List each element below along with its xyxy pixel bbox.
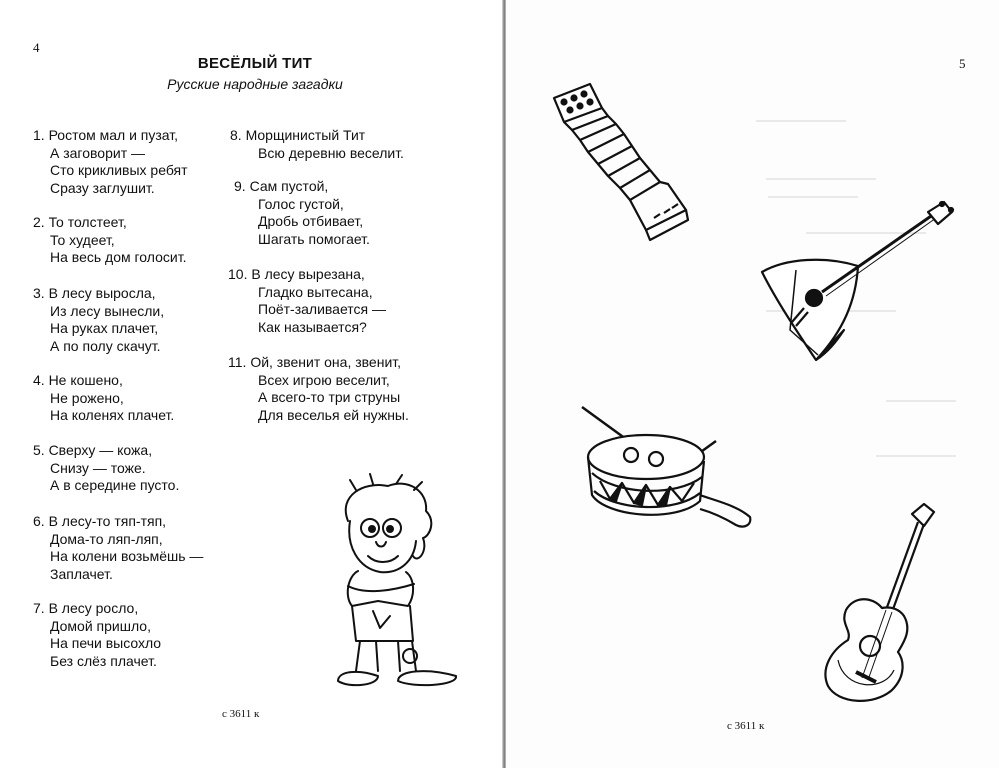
riddle-line: На колени возьмёшь — xyxy=(50,548,204,564)
balalaika-icon xyxy=(756,200,956,370)
riddle-line: 10. В лесу вырезана, xyxy=(228,266,365,282)
page-number-right: 5 xyxy=(959,56,966,71)
riddle-line: 6. В лесу-то тяп-тяп, xyxy=(33,513,167,529)
riddle-line: Всех игрою веселит, xyxy=(258,371,390,388)
boy-character-icon xyxy=(318,476,468,696)
guitar-icon xyxy=(814,500,944,705)
riddle-line: Из лесу вынесли, xyxy=(50,302,165,319)
riddle-line: Всю деревню веселит. xyxy=(258,144,404,161)
right-page xyxy=(506,0,999,768)
riddle-5 xyxy=(33,442,179,495)
riddle-6 xyxy=(33,513,203,583)
riddle-line: 3. В лесу выросла, xyxy=(33,285,156,301)
riddle-line: Сто крикливых ребят xyxy=(50,162,188,178)
riddle-1 xyxy=(33,127,188,197)
riddle-line: Домой пришло, xyxy=(50,617,151,634)
show-through-line xyxy=(756,120,846,122)
riddle-line: Не рожено, xyxy=(50,389,124,406)
riddle-line: А заговорит — xyxy=(50,144,145,161)
riddle-line: 9. Сам пустой, xyxy=(234,178,329,194)
riddle-line: Дома-то ляп-ляп, xyxy=(50,530,163,547)
riddle-line: На весь дом голосит. xyxy=(50,249,187,265)
riddle-8 xyxy=(230,127,404,162)
riddle-2 xyxy=(33,214,186,267)
show-through-line xyxy=(886,400,956,402)
riddle-line: То худеет, xyxy=(50,231,115,248)
riddle-line: Заплачет. xyxy=(50,565,113,582)
riddle-line: Поёт-заливается — xyxy=(258,301,387,317)
accordion-icon xyxy=(550,80,690,250)
riddle-11 xyxy=(228,354,409,424)
show-through-line xyxy=(876,455,956,457)
drum-icon xyxy=(576,405,756,535)
riddle-line: 11. Ой, звенит она, звенит, xyxy=(228,354,402,370)
riddle-9 xyxy=(234,178,370,248)
riddle-line: Снизу — тоже. xyxy=(50,459,146,476)
show-through-line xyxy=(768,196,858,198)
page-subtitle: Русские народные загадки xyxy=(167,76,343,92)
riddle-line: Дробь отбивает, xyxy=(258,213,364,229)
riddle-line: Сразу заглушит. xyxy=(50,179,155,196)
riddle-line: 4. Не кошено, xyxy=(33,372,123,388)
riddle-line: А по полу скачут. xyxy=(50,337,161,354)
riddle-10 xyxy=(228,266,386,336)
riddle-line: На коленях плачет. xyxy=(50,407,175,423)
riddle-line: Шагать помогает. xyxy=(258,230,370,247)
riddle-line: А всего-то три струны xyxy=(258,389,401,405)
riddle-3 xyxy=(33,285,164,355)
riddle-line: Гладко вытесана, xyxy=(258,283,373,300)
page-footer-right: с 3611 к xyxy=(727,720,765,732)
riddle-line: 1. Ростом мал и пузат, xyxy=(33,127,179,143)
riddle-line: Без слёз плачет. xyxy=(50,652,157,669)
show-through-line xyxy=(766,178,876,180)
riddle-line: На печи высохло xyxy=(50,635,162,651)
riddle-line: 5. Сверху — кожа, xyxy=(33,442,153,458)
page-number-left: 4 xyxy=(33,40,40,55)
riddle-line: Голос густой, xyxy=(258,195,344,212)
riddle-line: На руках плачет, xyxy=(50,320,159,336)
riddle-line: Для веселья ей нужны. xyxy=(258,406,409,423)
riddle-line: 7. В лесу росло, xyxy=(33,600,139,616)
page-footer-left: с 3611 к xyxy=(222,708,260,720)
riddle-line: 8. Морщинистый Тит xyxy=(230,127,366,143)
riddle-4 xyxy=(33,372,174,425)
riddle-line: А в середине пусто. xyxy=(50,477,180,493)
page-title: ВЕСЁЛЫЙ ТИТ xyxy=(197,55,313,72)
riddle-line: 2. То толстеет, xyxy=(33,214,127,230)
riddle-7 xyxy=(33,600,161,670)
riddle-line: Как называется? xyxy=(258,318,367,335)
